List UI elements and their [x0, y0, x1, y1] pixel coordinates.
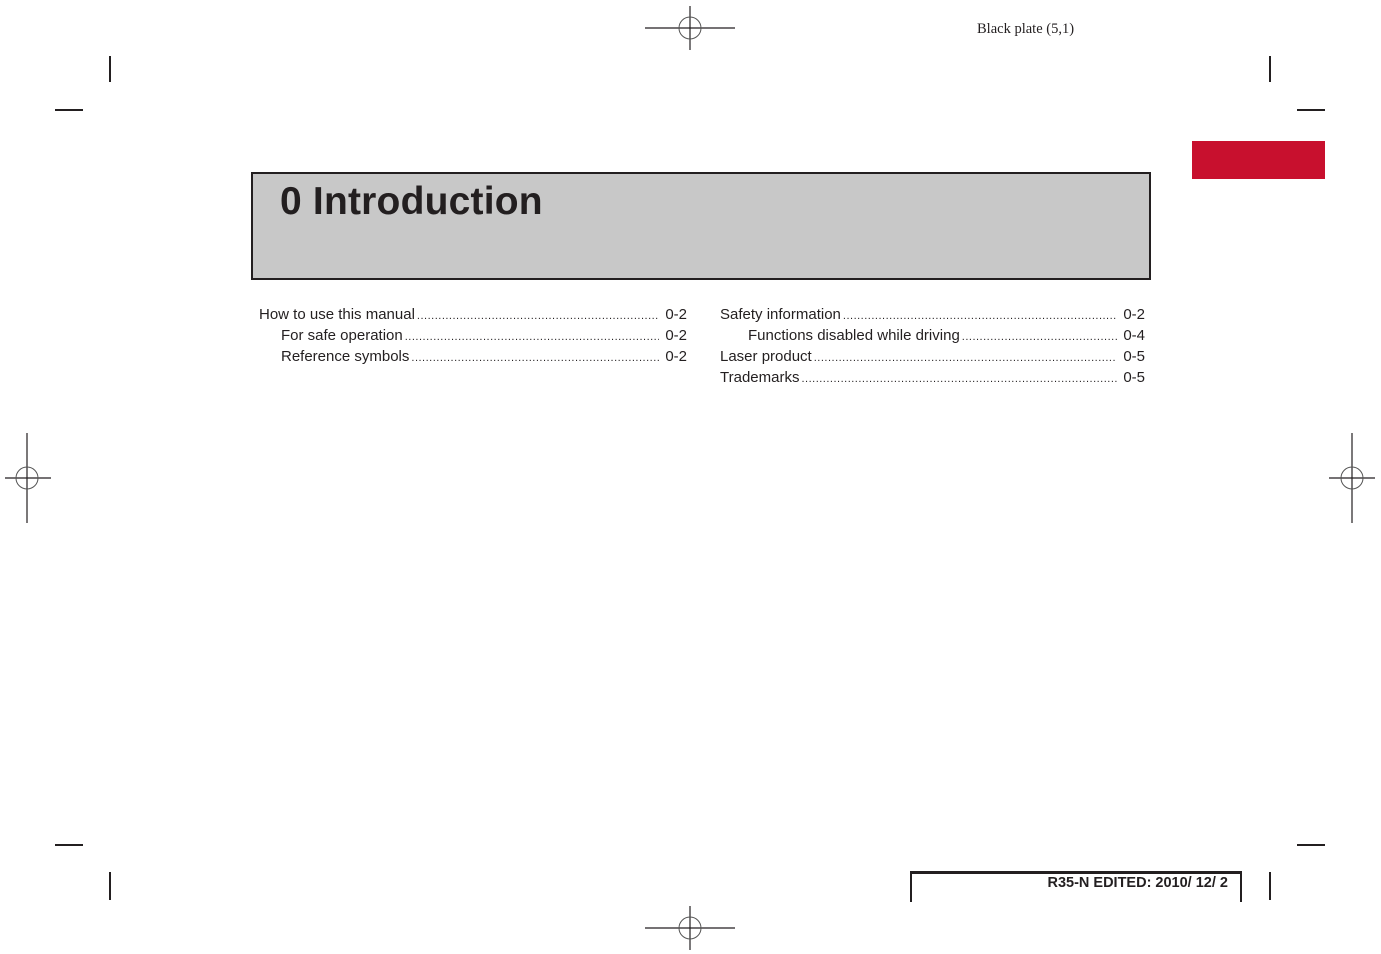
toc-entry-page: 0-2 — [665, 348, 687, 365]
plate-label: Black plate (5,1) — [977, 21, 1075, 37]
leader-dots — [417, 306, 659, 327]
chapter-tab — [1192, 141, 1325, 179]
toc-entry-page: 0-2 — [1123, 306, 1145, 323]
leader-dots — [411, 348, 659, 369]
leader-dots — [801, 369, 1117, 390]
crop-mark — [55, 109, 83, 111]
crop-mark — [55, 844, 83, 846]
toc-entry[interactable] — [259, 304, 687, 325]
crop-mark — [109, 56, 111, 82]
crop-mark — [1297, 844, 1325, 846]
leader-dots — [962, 327, 1118, 348]
toc-entry-page: 0-2 — [665, 327, 687, 344]
chapter-title-box — [251, 172, 1151, 280]
edited-stamp: R35-N EDITED: 2010/ 12/ 2 — [1047, 875, 1228, 891]
registration-target-icon — [1329, 433, 1375, 523]
toc-entry-label: Reference symbols — [281, 348, 410, 365]
toc-entry-page: 0-5 — [1123, 348, 1145, 365]
toc-entry-label: For safe operation — [281, 327, 403, 344]
toc-entry[interactable] — [720, 325, 1145, 346]
toc-right-column — [720, 304, 1145, 388]
toc-entry[interactable] — [720, 304, 1145, 325]
toc-entry-page: 0-5 — [1123, 369, 1145, 386]
crop-mark — [109, 872, 111, 900]
toc-entry-label: Functions disabled while driving — [748, 327, 960, 344]
toc-entry[interactable] — [720, 367, 1145, 388]
toc-entry[interactable] — [259, 346, 687, 367]
leader-dots — [843, 306, 1117, 327]
crop-mark — [1269, 872, 1271, 900]
edited-stamp-box — [910, 871, 1242, 902]
leader-dots — [814, 348, 1118, 369]
toc-entry-label: Safety information — [720, 306, 841, 323]
crop-mark — [1269, 56, 1271, 82]
toc-entry-page: 0-2 — [665, 306, 687, 323]
toc-entry-label: How to use this manual — [259, 306, 415, 323]
registration-target-icon — [645, 906, 735, 950]
toc-entry[interactable] — [720, 346, 1145, 367]
registration-target-icon — [645, 6, 735, 50]
toc-entry[interactable] — [259, 325, 687, 346]
toc-left-column — [259, 304, 687, 367]
toc-entry-page: 0-4 — [1123, 327, 1145, 344]
crop-mark — [1297, 109, 1325, 111]
registration-target-icon — [5, 433, 51, 523]
leader-dots — [405, 327, 660, 348]
chapter-title: 0 Introduction — [280, 180, 543, 223]
toc-entry-label: Laser product — [720, 348, 812, 365]
toc-entry-label: Trademarks — [720, 369, 800, 386]
